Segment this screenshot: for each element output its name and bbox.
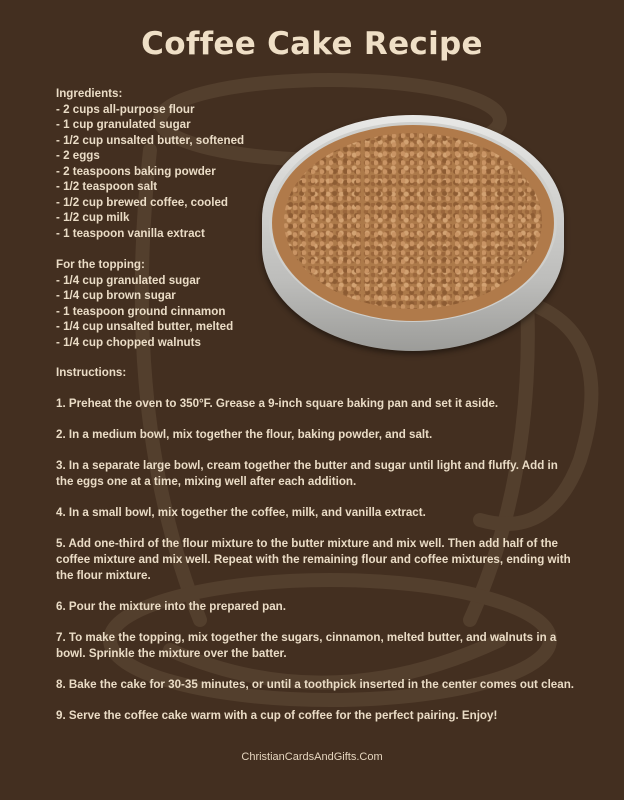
instructions-heading: Instructions: bbox=[56, 366, 127, 379]
ingredient-item: - 1/2 cup milk bbox=[56, 211, 130, 224]
instruction-step: 6. Pour the mixture into the prepared pan. bbox=[56, 599, 286, 613]
ingredient-item: - 2 teaspoons baking powder bbox=[56, 164, 216, 178]
topping-item: - 1/4 cup brown sugar bbox=[56, 289, 176, 302]
instruction-step: 4. In a small bowl, mix together the coffee, milk, and vanilla extract. bbox=[56, 506, 426, 520]
topping-item: - 1/4 cup chopped walnuts bbox=[56, 335, 201, 349]
instruction-step: 1. Preheat the oven to 350°F. Grease a 9-inch square baking pan and set it aside. bbox=[56, 397, 499, 410]
ingredient-item: - 1/2 teaspoon salt bbox=[56, 180, 158, 193]
ingredient-item: - 1 cup granulated sugar bbox=[56, 118, 191, 131]
topping-item: - 1/4 cup unsalted butter, melted bbox=[56, 320, 234, 333]
instruction-step: 9. Serve the coffee cake warm with a cup of coffee for the perfect pairing. Enjoy! bbox=[56, 708, 498, 722]
ingredients-heading: Ingredients: bbox=[56, 87, 123, 100]
topping-item: - 1/4 cup granulated sugar bbox=[56, 273, 201, 287]
ingredient-item: - 2 cups all-purpose flour bbox=[56, 102, 195, 116]
ingredient-item: - 1 teaspoon vanilla extract bbox=[56, 226, 205, 240]
ingredient-item: - 1/2 cup unsalted butter, softened bbox=[56, 133, 245, 147]
topping-item: - 1 teaspoon ground cinnamon bbox=[56, 304, 226, 318]
instruction-step: 7. To make the topping, mix together the sugars, cinnamon, melted butter, and walnuts in a bowl. Sprinkle the mixture over the batter. bbox=[56, 630, 557, 660]
coffee-cake-photo bbox=[262, 115, 564, 351]
instruction-step: 5. Add one-third of the flour mixture to the butter mixture and mix well. Then add half of the coffee mixture and mix well. Repeat with the remaining flour and coffee mixtures, ending with the flour mixture. bbox=[56, 537, 571, 582]
ingredient-item: - 1/2 cup brewed coffee, cooled bbox=[56, 195, 229, 209]
ingredient-item: - 2 eggs bbox=[56, 149, 100, 162]
instruction-step: 3. In a separate large bowl, cream together the butter and sugar until light and fluffy. Add in the eggs one at a time, mixing well after each addition. bbox=[56, 459, 558, 488]
instructions-list bbox=[56, 396, 576, 739]
page-title: Coffee Cake Recipe bbox=[141, 26, 483, 62]
ingredients-list bbox=[56, 86, 244, 241]
topping-heading: For the topping: bbox=[56, 258, 145, 271]
instruction-step: 8. Bake the cake for 30-35 minutes, or until a toothpick inserted in the center comes out clean. bbox=[56, 677, 574, 691]
instruction-step: 2. In a medium bowl, mix together the flour, baking powder, and salt. bbox=[56, 428, 433, 442]
topping-list bbox=[56, 257, 233, 350]
website-footer: ChristianCardsAndGifts.Com bbox=[241, 751, 383, 763]
crumb-topping bbox=[284, 133, 542, 309]
